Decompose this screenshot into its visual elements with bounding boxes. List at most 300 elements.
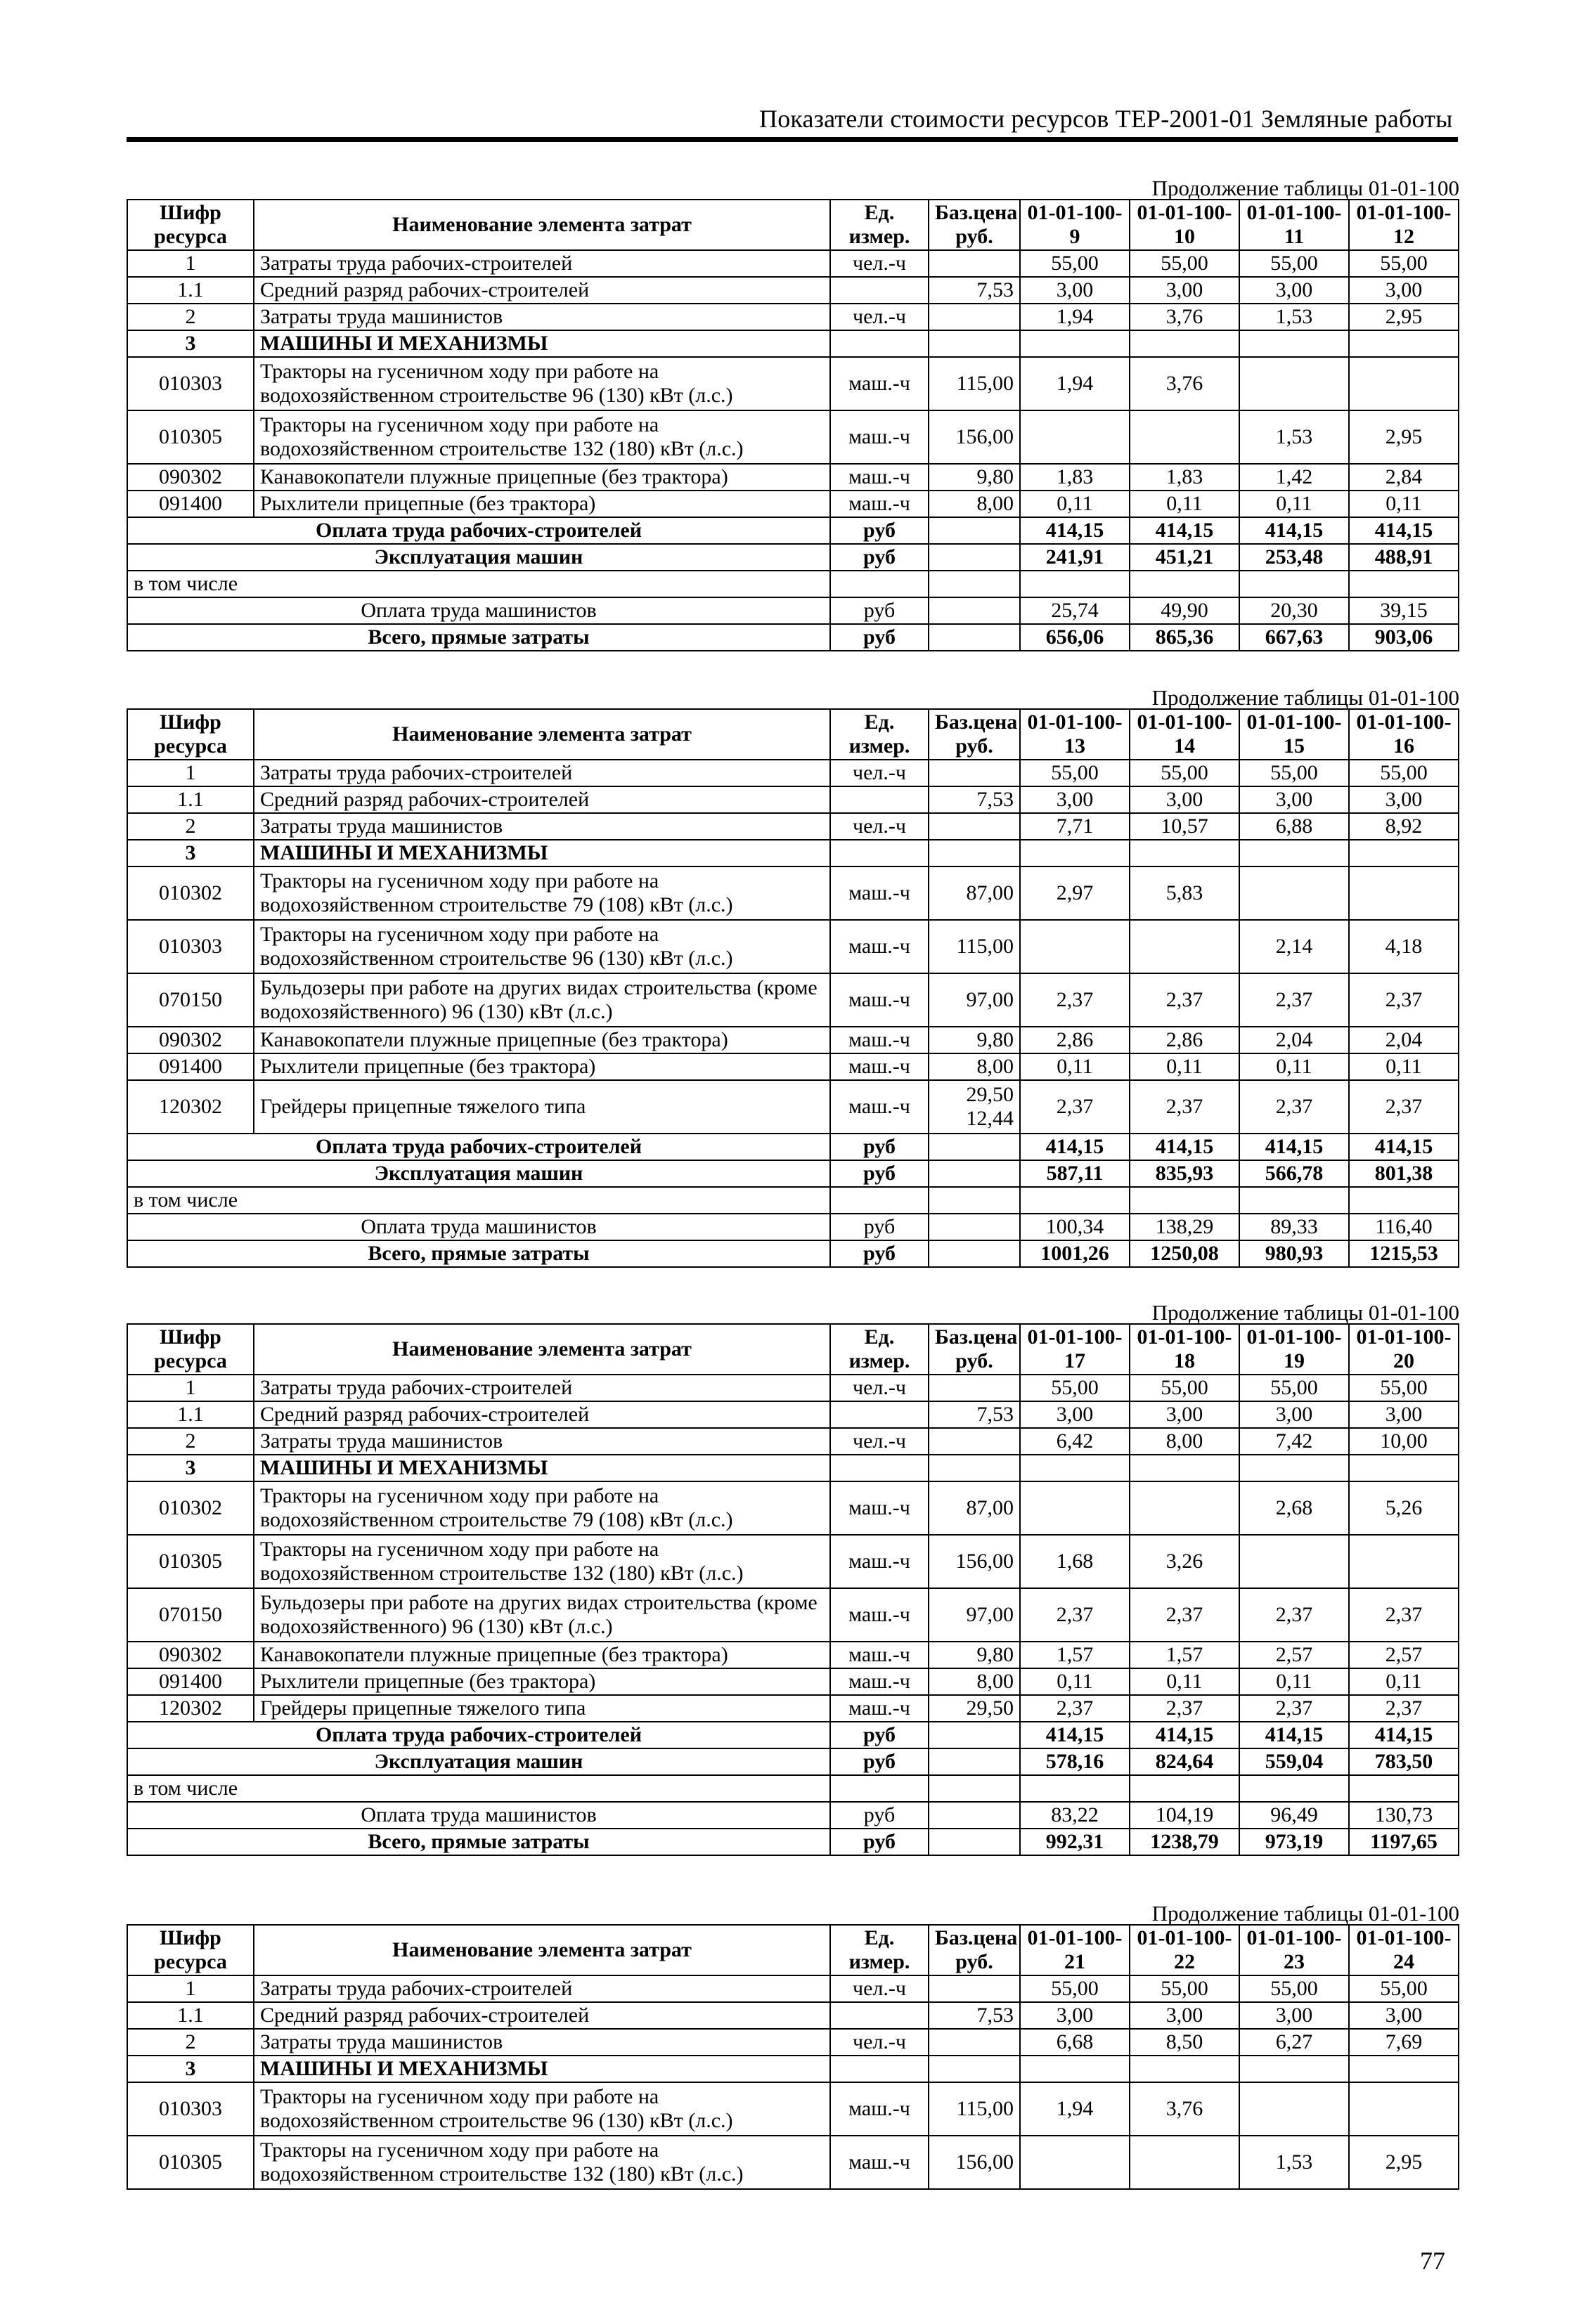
cell-value: 2,04 bbox=[1239, 1027, 1349, 1053]
summary-value: 1197,65 bbox=[1349, 1829, 1459, 1855]
header-price: Баз.цена руб. bbox=[929, 1324, 1020, 1375]
cell-value bbox=[1020, 2136, 1130, 2189]
cell-value: 1,53 bbox=[1239, 304, 1349, 330]
header-name: Наименование элемента затрат bbox=[254, 1925, 830, 1975]
page-number: 77 bbox=[1420, 2247, 1445, 2275]
cell-name: Рыхлители прицепные (без трактора) bbox=[254, 1668, 830, 1695]
cell-unit: маш.-ч bbox=[830, 2136, 929, 2189]
summary-value: 414,15 bbox=[1349, 1722, 1459, 1748]
cell-value: 2,37 bbox=[1349, 1080, 1459, 1134]
summary-value: 488,91 bbox=[1349, 544, 1459, 571]
header-name: Наименование элемента затрат bbox=[254, 709, 830, 760]
header-norm-code: 01-01-100-9 bbox=[1020, 200, 1130, 250]
header-norm-code: 01-01-100-16 bbox=[1349, 709, 1459, 760]
cell-value: 1,83 bbox=[1130, 464, 1239, 491]
header-unit: Ед. измер. bbox=[830, 200, 929, 250]
header-norm-code: 01-01-100-15 bbox=[1239, 709, 1349, 760]
summary-label: в том числе bbox=[127, 1187, 830, 1214]
table-row bbox=[127, 464, 1459, 491]
cell-price bbox=[929, 2056, 1020, 2082]
cell-value: 55,00 bbox=[1349, 250, 1459, 277]
cell-value bbox=[1020, 840, 1130, 866]
cost-table bbox=[127, 708, 1459, 1268]
table-continuation-label: Продолжение таблицы 01-01-100 bbox=[1151, 176, 1459, 200]
header-name: Наименование элемента затрат bbox=[254, 200, 830, 250]
cell-value: 8,50 bbox=[1130, 2029, 1239, 2056]
cell-code: 120302 bbox=[127, 1080, 254, 1134]
cell-value: 55,00 bbox=[1020, 1375, 1130, 1401]
cell-value: 55,00 bbox=[1349, 1375, 1459, 1401]
summary-value: 973,19 bbox=[1239, 1829, 1349, 1855]
cell-value: 2,37 bbox=[1239, 1695, 1349, 1722]
cell-unit: чел.-ч bbox=[830, 1375, 929, 1401]
table-row bbox=[127, 920, 1459, 973]
summary-value bbox=[1020, 1775, 1130, 1802]
header-norm-code: 01-01-100-10 bbox=[1130, 200, 1239, 250]
summary-value: 414,15 bbox=[1130, 1722, 1239, 1748]
summary-value: 414,15 bbox=[1020, 517, 1130, 544]
cell-value: 0,11 bbox=[1349, 1668, 1459, 1695]
cell-value: 1,68 bbox=[1020, 1535, 1130, 1588]
summary-unit bbox=[830, 1775, 929, 1802]
cell-value bbox=[1349, 840, 1459, 866]
cell-name: Затраты труда машинистов bbox=[254, 813, 830, 840]
cell-value: 0,11 bbox=[1349, 491, 1459, 517]
summary-price bbox=[929, 1214, 1020, 1240]
cell-value bbox=[1349, 357, 1459, 410]
table-row bbox=[127, 1481, 1459, 1535]
cell-price bbox=[929, 304, 1020, 330]
summary-label: Всего, прямые затраты bbox=[127, 1240, 830, 1267]
cell-value: 5,83 bbox=[1130, 866, 1239, 920]
cell-value bbox=[1130, 330, 1239, 357]
cell-value: 2,37 bbox=[1349, 1588, 1459, 1642]
cell-price: 9,80 bbox=[929, 1642, 1020, 1668]
cell-code: 1 bbox=[127, 1975, 254, 2002]
table-row bbox=[127, 491, 1459, 517]
cell-value: 2,86 bbox=[1020, 1027, 1130, 1053]
summary-unit: руб bbox=[830, 1160, 929, 1187]
cell-value: 5,26 bbox=[1349, 1481, 1459, 1535]
summary-label: Оплата труда рабочих-строителей bbox=[127, 1134, 830, 1160]
cell-unit bbox=[830, 786, 929, 813]
cell-value: 3,00 bbox=[1239, 2002, 1349, 2029]
summary-price bbox=[929, 624, 1020, 651]
cell-code: 070150 bbox=[127, 973, 254, 1027]
cell-name: Канавокопатели плужные прицепные (без трактора) bbox=[254, 464, 830, 491]
cell-value: 3,00 bbox=[1130, 2002, 1239, 2029]
cell-value bbox=[1020, 2056, 1130, 2082]
cell-value: 2,37 bbox=[1020, 1695, 1130, 1722]
cell-unit: маш.-ч bbox=[830, 1668, 929, 1695]
cell-price: 156,00 bbox=[929, 410, 1020, 464]
cell-unit: маш.-ч bbox=[830, 410, 929, 464]
table-row bbox=[127, 330, 1459, 357]
cell-code: 3 bbox=[127, 2056, 254, 2082]
cell-code: 3 bbox=[127, 1455, 254, 1481]
cell-value bbox=[1349, 866, 1459, 920]
header-norm-code: 01-01-100-19 bbox=[1239, 1324, 1349, 1375]
cell-value: 3,00 bbox=[1239, 1401, 1349, 1428]
cell-value bbox=[1349, 1535, 1459, 1588]
cell-price bbox=[929, 2029, 1020, 2056]
summary-price bbox=[929, 1160, 1020, 1187]
cell-code: 010303 bbox=[127, 357, 254, 410]
header-norm-code: 01-01-100-11 bbox=[1239, 200, 1349, 250]
table-row bbox=[127, 1428, 1459, 1455]
cell-unit: чел.-ч bbox=[830, 304, 929, 330]
cell-code: 010303 bbox=[127, 2082, 254, 2136]
header-norm-code: 01-01-100-22 bbox=[1130, 1925, 1239, 1975]
summary-label: Всего, прямые затраты bbox=[127, 1829, 830, 1855]
cell-unit: маш.-ч bbox=[830, 357, 929, 410]
table-row bbox=[127, 357, 1459, 410]
cell-value bbox=[1130, 2136, 1239, 2189]
table-row bbox=[127, 1695, 1459, 1722]
cell-unit: маш.-ч bbox=[830, 973, 929, 1027]
cell-value: 7,71 bbox=[1020, 813, 1130, 840]
summary-value bbox=[1349, 1187, 1459, 1214]
cell-value: 3,00 bbox=[1349, 786, 1459, 813]
cell-name: Затраты труда рабочих-строителей bbox=[254, 760, 830, 786]
cell-unit: маш.-ч bbox=[830, 1481, 929, 1535]
cell-unit: маш.-ч bbox=[830, 1535, 929, 1588]
summary-row bbox=[127, 1775, 1459, 1802]
summary-price bbox=[929, 1775, 1020, 1802]
cell-name: Средний разряд рабочих-строителей bbox=[254, 1401, 830, 1428]
cell-value bbox=[1349, 1455, 1459, 1481]
summary-price bbox=[929, 1187, 1020, 1214]
cell-value: 1,53 bbox=[1239, 2136, 1349, 2189]
cell-value: 0,11 bbox=[1020, 491, 1130, 517]
summary-row bbox=[127, 544, 1459, 571]
summary-value: 39,15 bbox=[1349, 597, 1459, 624]
cell-value: 2,95 bbox=[1349, 410, 1459, 464]
cell-value bbox=[1020, 1481, 1130, 1535]
cell-price bbox=[929, 1455, 1020, 1481]
page-header-title: Показатели стоимости ресурсов ТЕР-2001-01 Земляные работы bbox=[759, 105, 1453, 133]
cell-value: 55,00 bbox=[1020, 250, 1130, 277]
header-code: Шифр ресурса bbox=[127, 709, 254, 760]
cell-value: 3,26 bbox=[1130, 1535, 1239, 1588]
cell-code: 070150 bbox=[127, 1588, 254, 1642]
cell-code: 1.1 bbox=[127, 2002, 254, 2029]
cell-price: 8,00 bbox=[929, 1668, 1020, 1695]
cell-value: 2,37 bbox=[1239, 1588, 1349, 1642]
cell-value bbox=[1020, 330, 1130, 357]
table-row bbox=[127, 2136, 1459, 2189]
cell-value bbox=[1349, 330, 1459, 357]
cell-value: 3,76 bbox=[1130, 357, 1239, 410]
cell-value: 1,53 bbox=[1239, 410, 1349, 464]
cell-price: 29,50 12,44 bbox=[929, 1080, 1020, 1134]
cell-unit: маш.-ч bbox=[830, 1080, 929, 1134]
cell-value: 2,95 bbox=[1349, 304, 1459, 330]
table-header-row bbox=[127, 200, 1459, 250]
summary-unit: руб bbox=[830, 1748, 929, 1775]
cell-value: 2,14 bbox=[1239, 920, 1349, 973]
summary-row bbox=[127, 1134, 1459, 1160]
summary-value: 992,31 bbox=[1020, 1829, 1130, 1855]
cell-price: 9,80 bbox=[929, 1027, 1020, 1053]
table-continuation-label: Продолжение таблицы 01-01-100 bbox=[1151, 1300, 1459, 1325]
cell-value: 55,00 bbox=[1239, 1975, 1349, 2002]
summary-unit bbox=[830, 1187, 929, 1214]
cell-price: 97,00 bbox=[929, 1588, 1020, 1642]
cell-value bbox=[1239, 866, 1349, 920]
cell-value: 55,00 bbox=[1349, 1975, 1459, 2002]
cell-unit: маш.-ч bbox=[830, 920, 929, 973]
cell-code: 2 bbox=[127, 304, 254, 330]
cell-price bbox=[929, 813, 1020, 840]
cell-value bbox=[1020, 1455, 1130, 1481]
cell-code: 010303 bbox=[127, 920, 254, 973]
table-row bbox=[127, 840, 1459, 866]
cell-value bbox=[1239, 1455, 1349, 1481]
summary-value: 1215,53 bbox=[1349, 1240, 1459, 1267]
summary-value bbox=[1349, 1775, 1459, 1802]
cell-value: 2,37 bbox=[1130, 973, 1239, 1027]
summary-row bbox=[127, 1829, 1459, 1855]
cell-value bbox=[1239, 330, 1349, 357]
summary-value: 578,16 bbox=[1020, 1748, 1130, 1775]
summary-value: 1001,26 bbox=[1020, 1240, 1130, 1267]
cell-price: 115,00 bbox=[929, 2082, 1020, 2136]
cell-value: 0,11 bbox=[1020, 1668, 1130, 1695]
summary-value: 96,49 bbox=[1239, 1802, 1349, 1829]
cell-price bbox=[929, 1428, 1020, 1455]
cell-name: Тракторы на гусеничном ходу при работе на водохозяйственном строительстве 132 (180) кВт (л.с.) bbox=[254, 410, 830, 464]
cell-value bbox=[1130, 410, 1239, 464]
table-row bbox=[127, 813, 1459, 840]
summary-unit: руб bbox=[830, 624, 929, 651]
summary-row bbox=[127, 1722, 1459, 1748]
cell-value: 55,00 bbox=[1239, 1375, 1349, 1401]
cell-value: 3,76 bbox=[1130, 304, 1239, 330]
cell-value: 3,00 bbox=[1130, 277, 1239, 304]
cell-value: 6,88 bbox=[1239, 813, 1349, 840]
summary-price bbox=[929, 517, 1020, 544]
cell-value: 0,11 bbox=[1239, 491, 1349, 517]
summary-price bbox=[929, 597, 1020, 624]
summary-value: 587,11 bbox=[1020, 1160, 1130, 1187]
cell-name: Тракторы на гусеничном ходу при работе на водохозяйственном строительстве 96 (130) кВт (л.с.) bbox=[254, 357, 830, 410]
summary-price bbox=[929, 1802, 1020, 1829]
cell-unit: маш.-ч bbox=[830, 464, 929, 491]
cell-price bbox=[929, 840, 1020, 866]
summary-value: 783,50 bbox=[1349, 1748, 1459, 1775]
cell-name: Затраты труда рабочих-строителей bbox=[254, 250, 830, 277]
table-row bbox=[127, 866, 1459, 920]
cell-value: 2,37 bbox=[1020, 1588, 1130, 1642]
cell-value: 3,00 bbox=[1239, 277, 1349, 304]
table-row bbox=[127, 2002, 1459, 2029]
cell-value: 3,00 bbox=[1349, 1401, 1459, 1428]
summary-unit: руб bbox=[830, 1134, 929, 1160]
cell-value: 2,37 bbox=[1239, 973, 1349, 1027]
cell-value: 1,42 bbox=[1239, 464, 1349, 491]
summary-row bbox=[127, 597, 1459, 624]
cell-unit: маш.-ч bbox=[830, 2082, 929, 2136]
cell-code: 3 bbox=[127, 840, 254, 866]
cell-price: 7,53 bbox=[929, 277, 1020, 304]
cell-code: 010305 bbox=[127, 410, 254, 464]
summary-value: 130,73 bbox=[1349, 1802, 1459, 1829]
summary-value: 980,93 bbox=[1239, 1240, 1349, 1267]
cell-unit: маш.-ч bbox=[830, 866, 929, 920]
cell-price bbox=[929, 760, 1020, 786]
summary-value: 414,15 bbox=[1020, 1722, 1130, 1748]
summary-label: Оплата труда машинистов bbox=[127, 1802, 830, 1829]
cell-value: 1,94 bbox=[1020, 304, 1130, 330]
summary-value bbox=[1130, 571, 1239, 597]
summary-price bbox=[929, 1134, 1020, 1160]
cell-price bbox=[929, 330, 1020, 357]
cell-unit: чел.-ч bbox=[830, 1975, 929, 2002]
cell-value: 0,11 bbox=[1349, 1053, 1459, 1080]
summary-unit: руб bbox=[830, 517, 929, 544]
cell-name: Грейдеры прицепные тяжелого типа bbox=[254, 1695, 830, 1722]
cell-unit: чел.-ч bbox=[830, 2029, 929, 2056]
cell-unit: маш.-ч bbox=[830, 491, 929, 517]
table-row bbox=[127, 2056, 1459, 2082]
cell-value: 2,37 bbox=[1020, 1080, 1130, 1134]
cell-price bbox=[929, 1375, 1020, 1401]
cell-unit: маш.-ч bbox=[830, 1053, 929, 1080]
cell-code: 091400 bbox=[127, 1053, 254, 1080]
summary-value: 138,29 bbox=[1130, 1214, 1239, 1240]
cell-value: 3,00 bbox=[1020, 786, 1130, 813]
table-row bbox=[127, 1975, 1459, 2002]
cell-price: 156,00 bbox=[929, 1535, 1020, 1588]
summary-unit: руб bbox=[830, 1722, 929, 1748]
cell-value: 3,00 bbox=[1239, 786, 1349, 813]
summary-value: 865,36 bbox=[1130, 624, 1239, 651]
cell-value: 3,76 bbox=[1130, 2082, 1239, 2136]
cell-name: Тракторы на гусеничном ходу при работе на водохозяйственном строительстве 79 (108) кВт (л.с.) bbox=[254, 866, 830, 920]
summary-row bbox=[127, 517, 1459, 544]
summary-label: Оплата труда рабочих-строителей bbox=[127, 1722, 830, 1748]
cell-price: 8,00 bbox=[929, 1053, 1020, 1080]
table-row bbox=[127, 1642, 1459, 1668]
table-continuation-label: Продолжение таблицы 01-01-100 bbox=[1151, 685, 1459, 710]
cell-code: 090302 bbox=[127, 464, 254, 491]
cell-price: 115,00 bbox=[929, 920, 1020, 973]
summary-unit: руб bbox=[830, 544, 929, 571]
cell-code: 1 bbox=[127, 250, 254, 277]
cell-price bbox=[929, 1975, 1020, 2002]
cell-value: 1,57 bbox=[1020, 1642, 1130, 1668]
cell-value: 55,00 bbox=[1349, 760, 1459, 786]
cell-value: 1,83 bbox=[1020, 464, 1130, 491]
cell-name: Тракторы на гусеничном ходу при работе на водохозяйственном строительстве 96 (130) кВт (л.с.) bbox=[254, 920, 830, 973]
cell-unit bbox=[830, 330, 929, 357]
cell-unit bbox=[830, 277, 929, 304]
summary-value: 253,48 bbox=[1239, 544, 1349, 571]
summary-price bbox=[929, 571, 1020, 597]
summary-label: Оплата труда машинистов bbox=[127, 1214, 830, 1240]
summary-value: 89,33 bbox=[1239, 1214, 1349, 1240]
table-row bbox=[127, 250, 1459, 277]
cell-value: 0,11 bbox=[1239, 1668, 1349, 1695]
cell-name: Бульдозеры при работе на других видах строительства (кроме водохозяйственного) 96 (130) кВт (л.с.) bbox=[254, 973, 830, 1027]
cell-code: 010302 bbox=[127, 866, 254, 920]
summary-label: Эксплуатация машин bbox=[127, 1748, 830, 1775]
cell-value bbox=[1239, 2082, 1349, 2136]
cell-name: МАШИНЫ И МЕХАНИЗМЫ bbox=[254, 2056, 830, 2082]
summary-value: 451,21 bbox=[1130, 544, 1239, 571]
cell-code: 1.1 bbox=[127, 786, 254, 813]
header-code: Шифр ресурса bbox=[127, 1925, 254, 1975]
summary-value: 414,15 bbox=[1349, 517, 1459, 544]
summary-unit: руб bbox=[830, 1802, 929, 1829]
summary-value bbox=[1130, 1187, 1239, 1214]
cell-value bbox=[1349, 2056, 1459, 2082]
header-norm-code: 01-01-100-24 bbox=[1349, 1925, 1459, 1975]
summary-row bbox=[127, 1160, 1459, 1187]
cell-value: 3,00 bbox=[1130, 786, 1239, 813]
summary-value: 83,22 bbox=[1020, 1802, 1130, 1829]
cell-value: 2,68 bbox=[1239, 1481, 1349, 1535]
cell-code: 091400 bbox=[127, 491, 254, 517]
cell-value: 2,57 bbox=[1349, 1642, 1459, 1668]
summary-unit: руб bbox=[830, 1214, 929, 1240]
cell-value: 2,04 bbox=[1349, 1027, 1459, 1053]
header-name: Наименование элемента затрат bbox=[254, 1324, 830, 1375]
header-norm-code: 01-01-100-21 bbox=[1020, 1925, 1130, 1975]
cell-value: 2,37 bbox=[1020, 973, 1130, 1027]
cell-price: 156,00 bbox=[929, 2136, 1020, 2189]
summary-value: 903,06 bbox=[1349, 624, 1459, 651]
cell-value: 1,94 bbox=[1020, 357, 1130, 410]
cell-code: 010302 bbox=[127, 1481, 254, 1535]
table-row bbox=[127, 1080, 1459, 1134]
cell-value: 55,00 bbox=[1020, 1975, 1130, 2002]
summary-value bbox=[1020, 1187, 1130, 1214]
header-norm-code: 01-01-100-23 bbox=[1239, 1925, 1349, 1975]
cell-price: 7,53 bbox=[929, 786, 1020, 813]
cell-price: 9,80 bbox=[929, 464, 1020, 491]
table-header-row bbox=[127, 709, 1459, 760]
cell-name: Рыхлители прицепные (без трактора) bbox=[254, 491, 830, 517]
cell-price: 97,00 bbox=[929, 973, 1020, 1027]
table-row bbox=[127, 1053, 1459, 1080]
summary-value: 20,30 bbox=[1239, 597, 1349, 624]
cell-value bbox=[1349, 2082, 1459, 2136]
cell-name: Бульдозеры при работе на других видах строительства (кроме водохозяйственного) 96 (130) кВт (л.с.) bbox=[254, 1588, 830, 1642]
cell-value: 0,11 bbox=[1020, 1053, 1130, 1080]
cell-name: МАШИНЫ И МЕХАНИЗМЫ bbox=[254, 840, 830, 866]
summary-price bbox=[929, 1722, 1020, 1748]
cost-table bbox=[127, 1323, 1459, 1856]
cell-value: 6,27 bbox=[1239, 2029, 1349, 2056]
cell-value: 3,00 bbox=[1349, 2002, 1459, 2029]
cell-name: Канавокопатели плужные прицепные (без трактора) bbox=[254, 1642, 830, 1668]
table-row bbox=[127, 786, 1459, 813]
summary-value: 49,90 bbox=[1130, 597, 1239, 624]
cell-value: 3,00 bbox=[1020, 1401, 1130, 1428]
cell-price: 87,00 bbox=[929, 1481, 1020, 1535]
table-row bbox=[127, 973, 1459, 1027]
cell-code: 120302 bbox=[127, 1695, 254, 1722]
summary-value: 1250,08 bbox=[1130, 1240, 1239, 1267]
header-unit: Ед. измер. bbox=[830, 1324, 929, 1375]
summary-price bbox=[929, 1240, 1020, 1267]
summary-value: 241,91 bbox=[1020, 544, 1130, 571]
cell-value: 4,18 bbox=[1349, 920, 1459, 973]
summary-value: 414,15 bbox=[1239, 1722, 1349, 1748]
cell-value: 55,00 bbox=[1130, 1975, 1239, 2002]
